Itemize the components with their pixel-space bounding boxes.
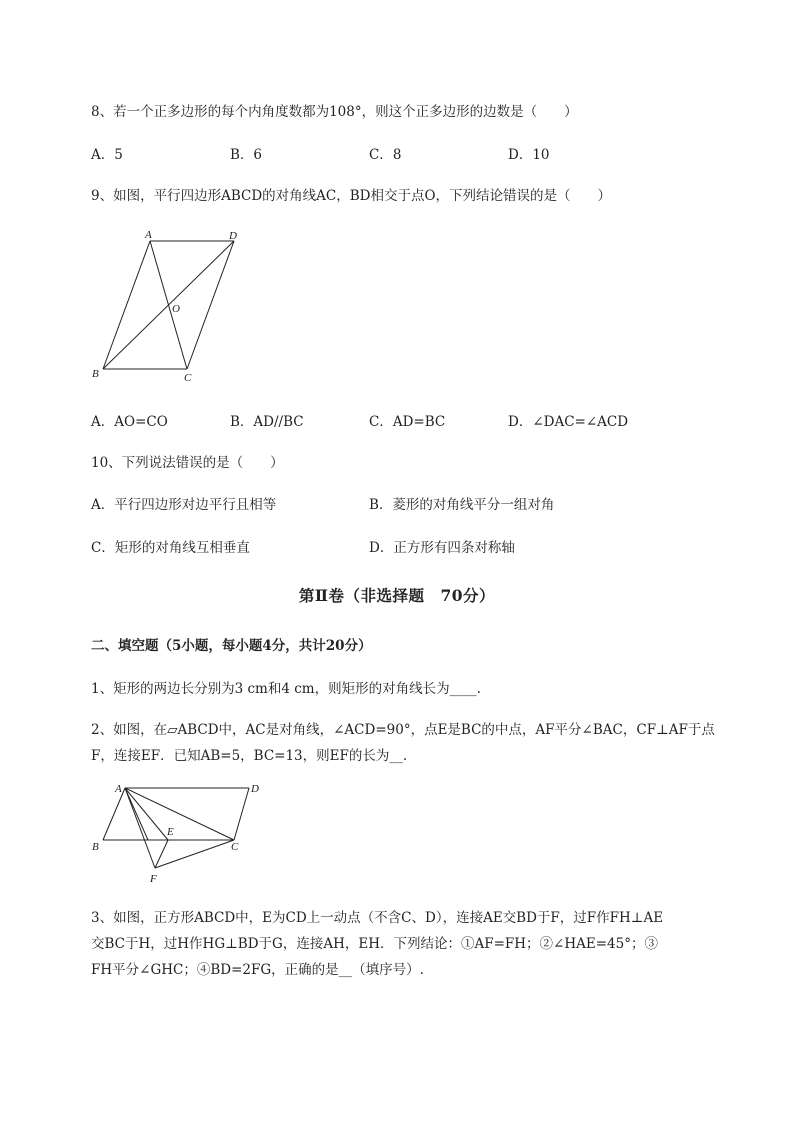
q9-diagonal-bd — [103, 241, 234, 369]
q8-option-d: D．10 — [508, 147, 550, 163]
q9-segment-dc — [187, 241, 234, 369]
q9-label-c: C — [184, 372, 192, 384]
fill2-line1: 2、如图，在▱ABCD中，AC是对角线，∠ACD=90°，点E是BC的中点，AF平分∠BAC，CF⊥AF于点 — [91, 722, 715, 738]
q10-option-c: C．矩形的对角线互相垂直 — [91, 540, 250, 556]
q10-stem: 10、下列说法错误的是（ ） — [91, 455, 284, 471]
q9-label-b: B — [92, 368, 99, 380]
part2-title: 第Ⅱ卷（非选择题 70分） — [298, 586, 496, 605]
fill2-label-a: A — [115, 783, 122, 795]
q9-option-c: C．AD=BC — [369, 414, 446, 430]
q9-option-d: D．∠DAC=∠ACD — [508, 414, 629, 430]
q10-option-d: D．正方形有四条对称轴 — [369, 540, 515, 556]
q9-stem: 9、如图，平行四边形ABCD的对角线AC，BD相交于点O，下列结论错误的是（ ） — [91, 188, 612, 204]
q9-segment-ab — [103, 241, 150, 369]
fill-section-heading: 二、填空题（5小题，每小题4分，共计20分） — [91, 638, 372, 654]
fill2-label-d: D — [251, 783, 259, 795]
fill2-segment-ab — [103, 788, 125, 840]
fill2-segment-extra — [125, 788, 148, 840]
q8-option-c: C．8 — [369, 147, 402, 163]
fill2-segment-dc — [234, 788, 249, 840]
fill2-figure — [88, 776, 268, 888]
fill3-line1: 3、如图，正方形ABCD中，E为CD上一动点（不含C、D），连接AE交BD于F，过F作FH⊥AE — [91, 910, 664, 926]
q9-parallelogram-figure — [88, 224, 248, 386]
fill2-label-e: E — [167, 826, 174, 838]
fill2-segment-ae — [125, 788, 168, 840]
fill2-label-f: F — [150, 873, 157, 885]
q9-option-b: B．AD//BC — [230, 414, 304, 430]
q10-option-a: A．平行四边形对边平行且相等 — [91, 497, 277, 513]
q8-option-a: A．5 — [91, 147, 123, 163]
q9-option-a: A．AO=CO — [91, 414, 168, 430]
fill2-label-b: B — [92, 841, 99, 853]
q9-label-o: O — [172, 303, 180, 315]
fill2-segment-fc — [155, 840, 234, 868]
q10-option-b: B．菱形的对角线平分一组对角 — [369, 497, 555, 513]
fill3-line2: 交BC于H，过H作HG⊥BD于G，连接AH，EH．下列结论：①AF=FH；②∠HAE=45°；③ — [91, 936, 658, 952]
fill2-line2: F，连接EF．已知AB=5，BC=13，则EF的长为__. — [91, 748, 408, 764]
q9-label-a: A — [145, 229, 152, 241]
q8-stem: 8、若一个正多边形的每个内角度数都为108°，则这个正多边形的边数是（ ） — [91, 104, 578, 120]
fill2-label-c: C — [231, 841, 239, 853]
q8-option-b: B．6 — [230, 147, 263, 163]
fill1-text: 1、矩形的两边长分别为3 cm和4 cm，则矩形的对角线长为____. — [91, 681, 481, 697]
q9-label-d: D — [229, 230, 237, 242]
fill3-line3: FH平分∠GHC；④BD=2FG，正确的是__（填序号）. — [91, 962, 424, 978]
